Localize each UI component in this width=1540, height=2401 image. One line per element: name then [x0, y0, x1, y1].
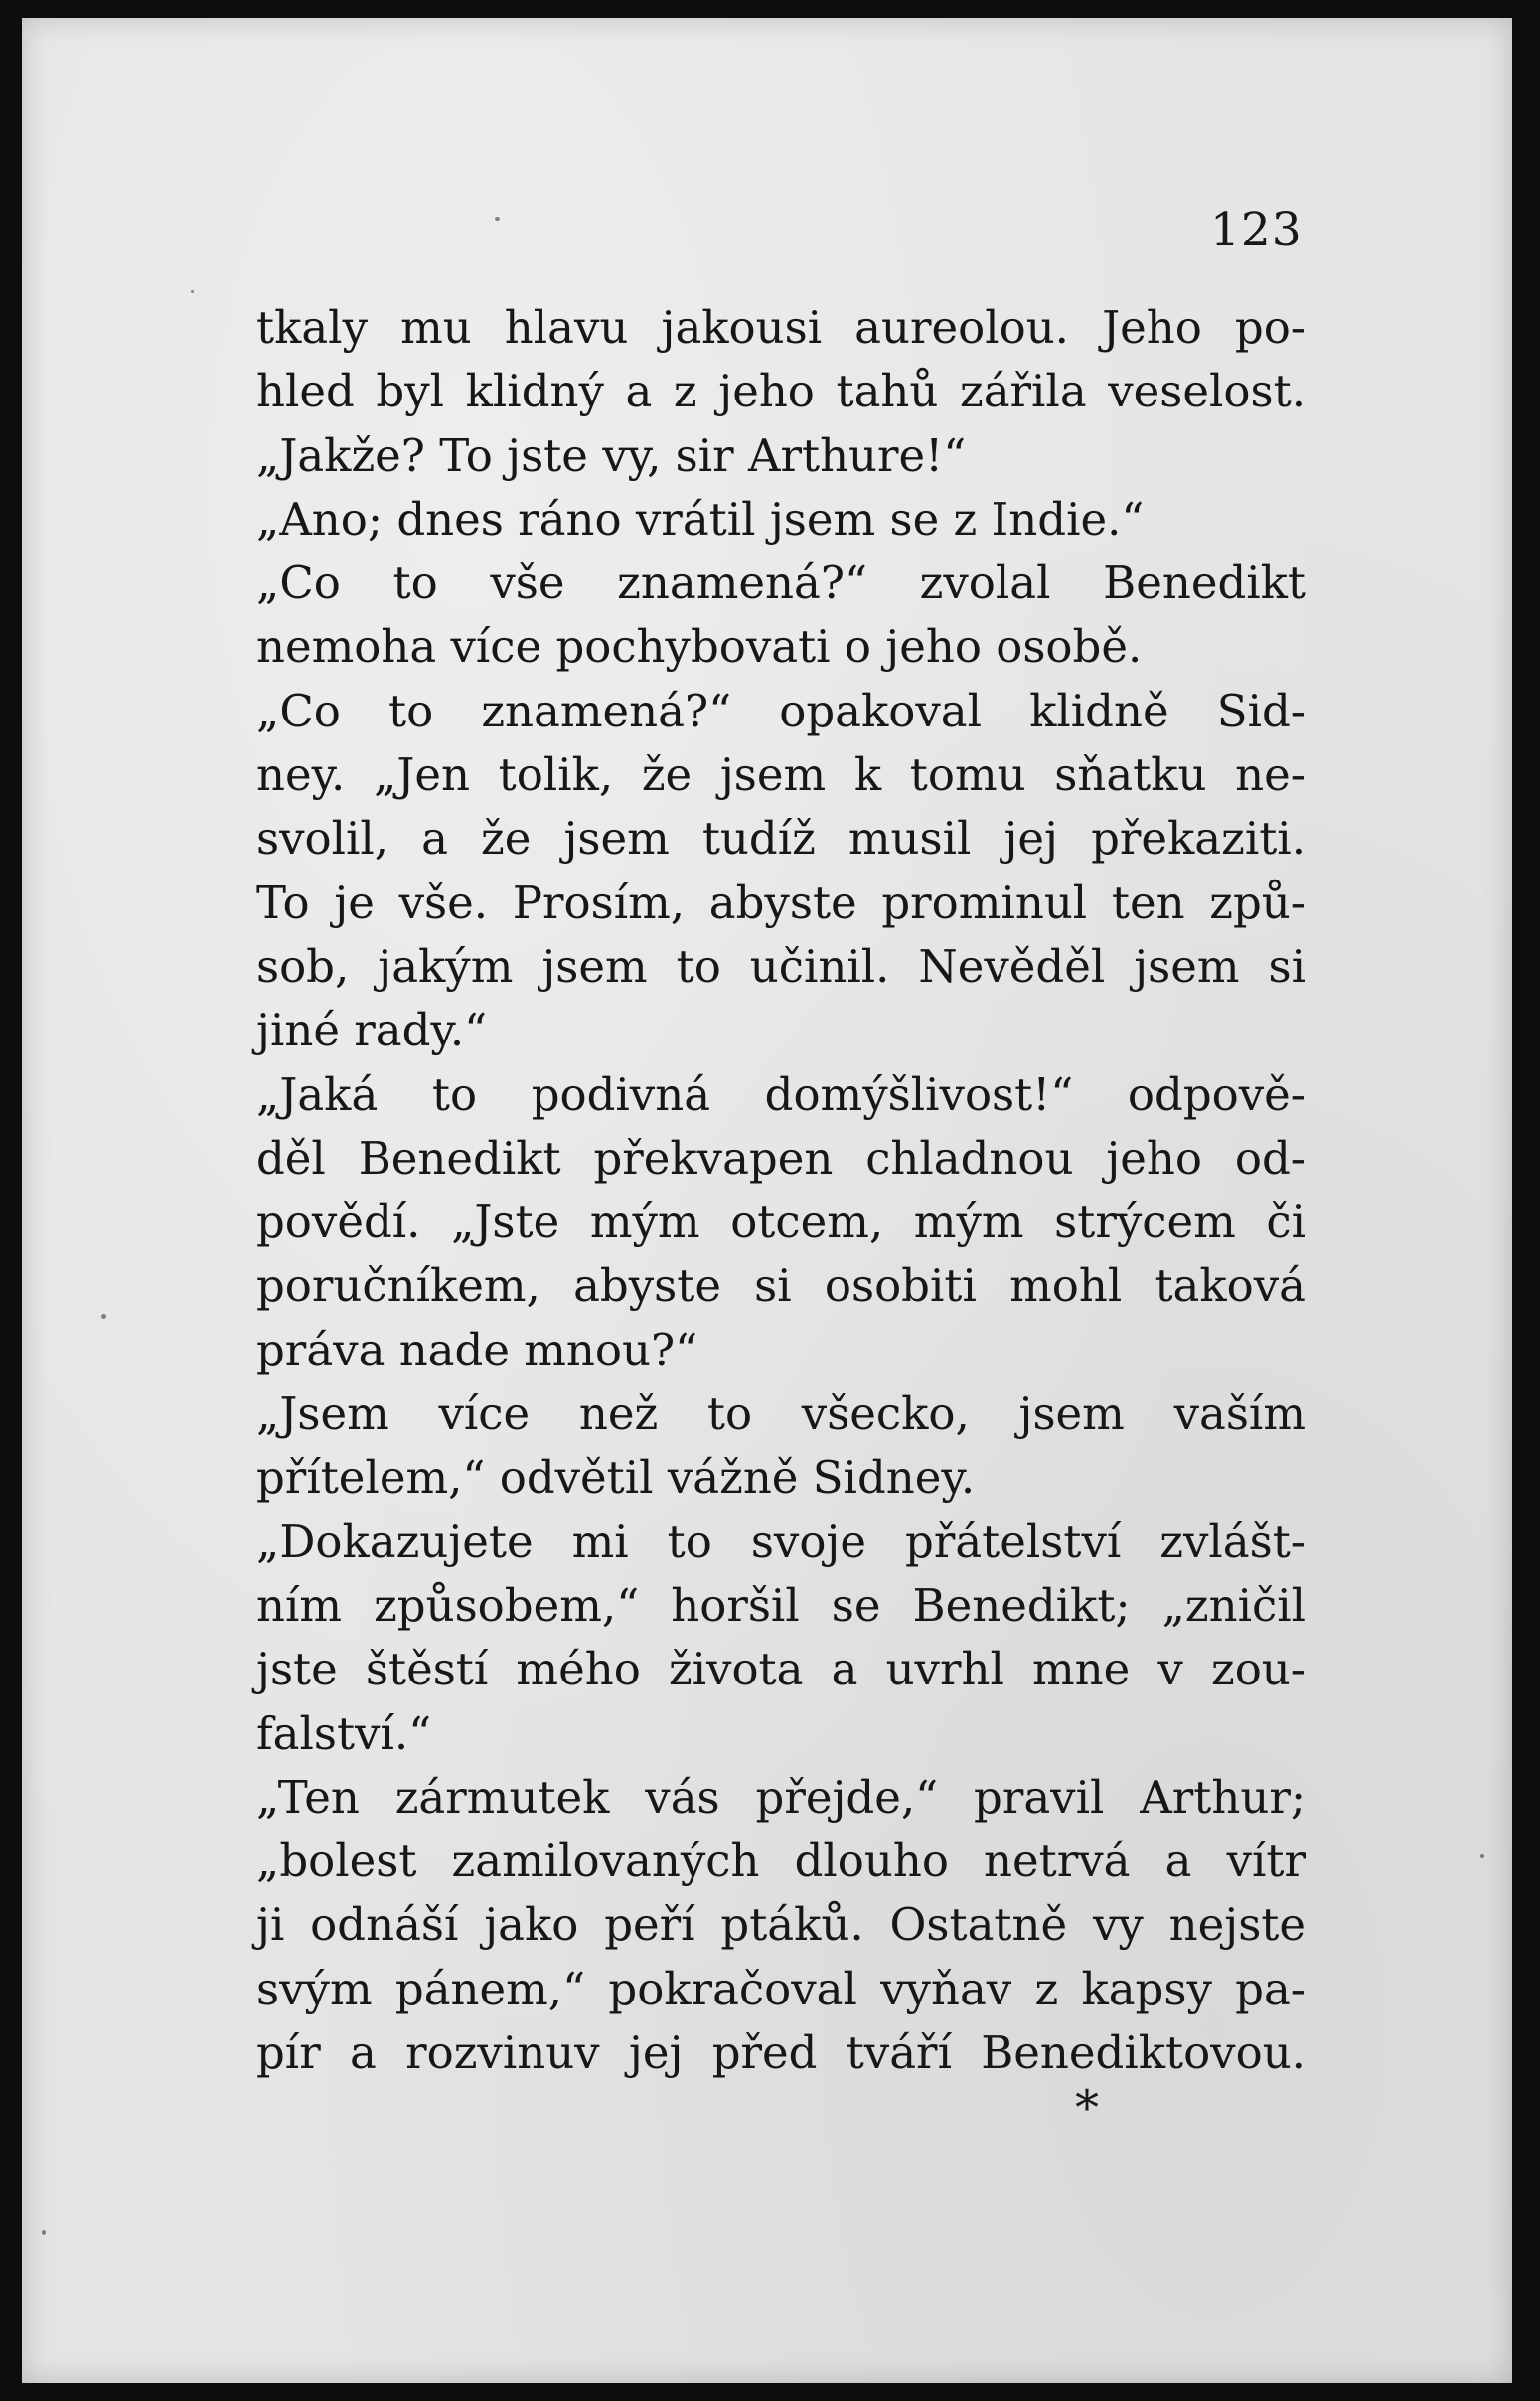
text-line: „Ten zármutek vás přejde,“ pravil Arthur; — [256, 1770, 1306, 1824]
text-line: svým pánem,“ pokračoval vyňav z kapsy pa- — [256, 1962, 1306, 2015]
text-line: sob, jakým jsem to učinil. Nevěděl jsem si — [256, 939, 1306, 993]
text-line: ney. „Jen tolik, že jsem k tomu sňatku ne- — [256, 748, 1306, 802]
text-line: děl Benedikt překvapen chladnou jeho od- — [256, 1131, 1306, 1185]
paper-speck — [1480, 1854, 1484, 1858]
text-line: pír a rozvinuv jej před tváří Benediktovou. — [256, 2026, 1306, 2080]
text-line: To je vše. Prosím, abyste prominul ten způ- — [256, 876, 1306, 929]
section-ornament: * — [1075, 2080, 1099, 2136]
text-line: tkaly mu hlavu jakousi aureolou. Jeho po- — [256, 301, 1306, 354]
text-line: ji odnáší jako peří ptáků. Ostatně vy nejste — [256, 1898, 1306, 1952]
text-line: povědí. „Jste mým otcem, mým strýcem či — [256, 1196, 1306, 1249]
page-number: 123 — [1210, 203, 1303, 257]
text-line: „Co to znamená?“ opakoval klidně Sid- — [256, 684, 1306, 737]
text-line: falství.“ — [256, 1706, 432, 1760]
text-line: práva nade mnou?“ — [256, 1323, 698, 1376]
text-line: „Jakže? To jste vy, sir Arthure!“ — [256, 428, 967, 482]
text-line: „Jaká to podivná domýšlivost!“ odpově- — [256, 1067, 1306, 1121]
text-line: poručníkem, abyste si osobiti mohl taková — [256, 1259, 1306, 1313]
text-line: jiné rady.“ — [256, 1004, 488, 1057]
book-page — [22, 18, 1512, 2383]
text-line: hled byl klidný a z jeho tahů zářila veselost. — [256, 365, 1306, 418]
text-line: ním způsobem,“ horšil se Benedikt; „zničil — [256, 1578, 1306, 1632]
text-line: „Co to vše znamená?“ zvolal Benedikt — [256, 557, 1306, 610]
paper-speck — [101, 1314, 106, 1319]
paper-speck — [495, 217, 500, 221]
text-line: přítelem,“ odvětil vážně Sidney. — [256, 1451, 976, 1505]
text-line: svolil, a že jsem tudíž musil jej překaziti. — [256, 812, 1306, 866]
text-line: „Ano; dnes ráno vrátil jsem se z Indie.“ — [256, 492, 1145, 546]
text-line: „Dokazujete mi to svoje přátelství zvlášt- — [256, 1515, 1306, 1568]
text-line: „bolest zamilovaných dlouho netrvá a vítr — [256, 1835, 1306, 1888]
text-line: jste štěstí mého života a uvrhl mne v zou- — [256, 1643, 1306, 1696]
text-line: nemoha více pochybovati o jeho osobě. — [256, 620, 1143, 674]
text-line: „Jsem více než to všecko, jsem vaším — [256, 1387, 1306, 1441]
paper-speck — [42, 2230, 46, 2235]
body-text — [256, 296, 1306, 2085]
paper-speck — [191, 290, 194, 293]
